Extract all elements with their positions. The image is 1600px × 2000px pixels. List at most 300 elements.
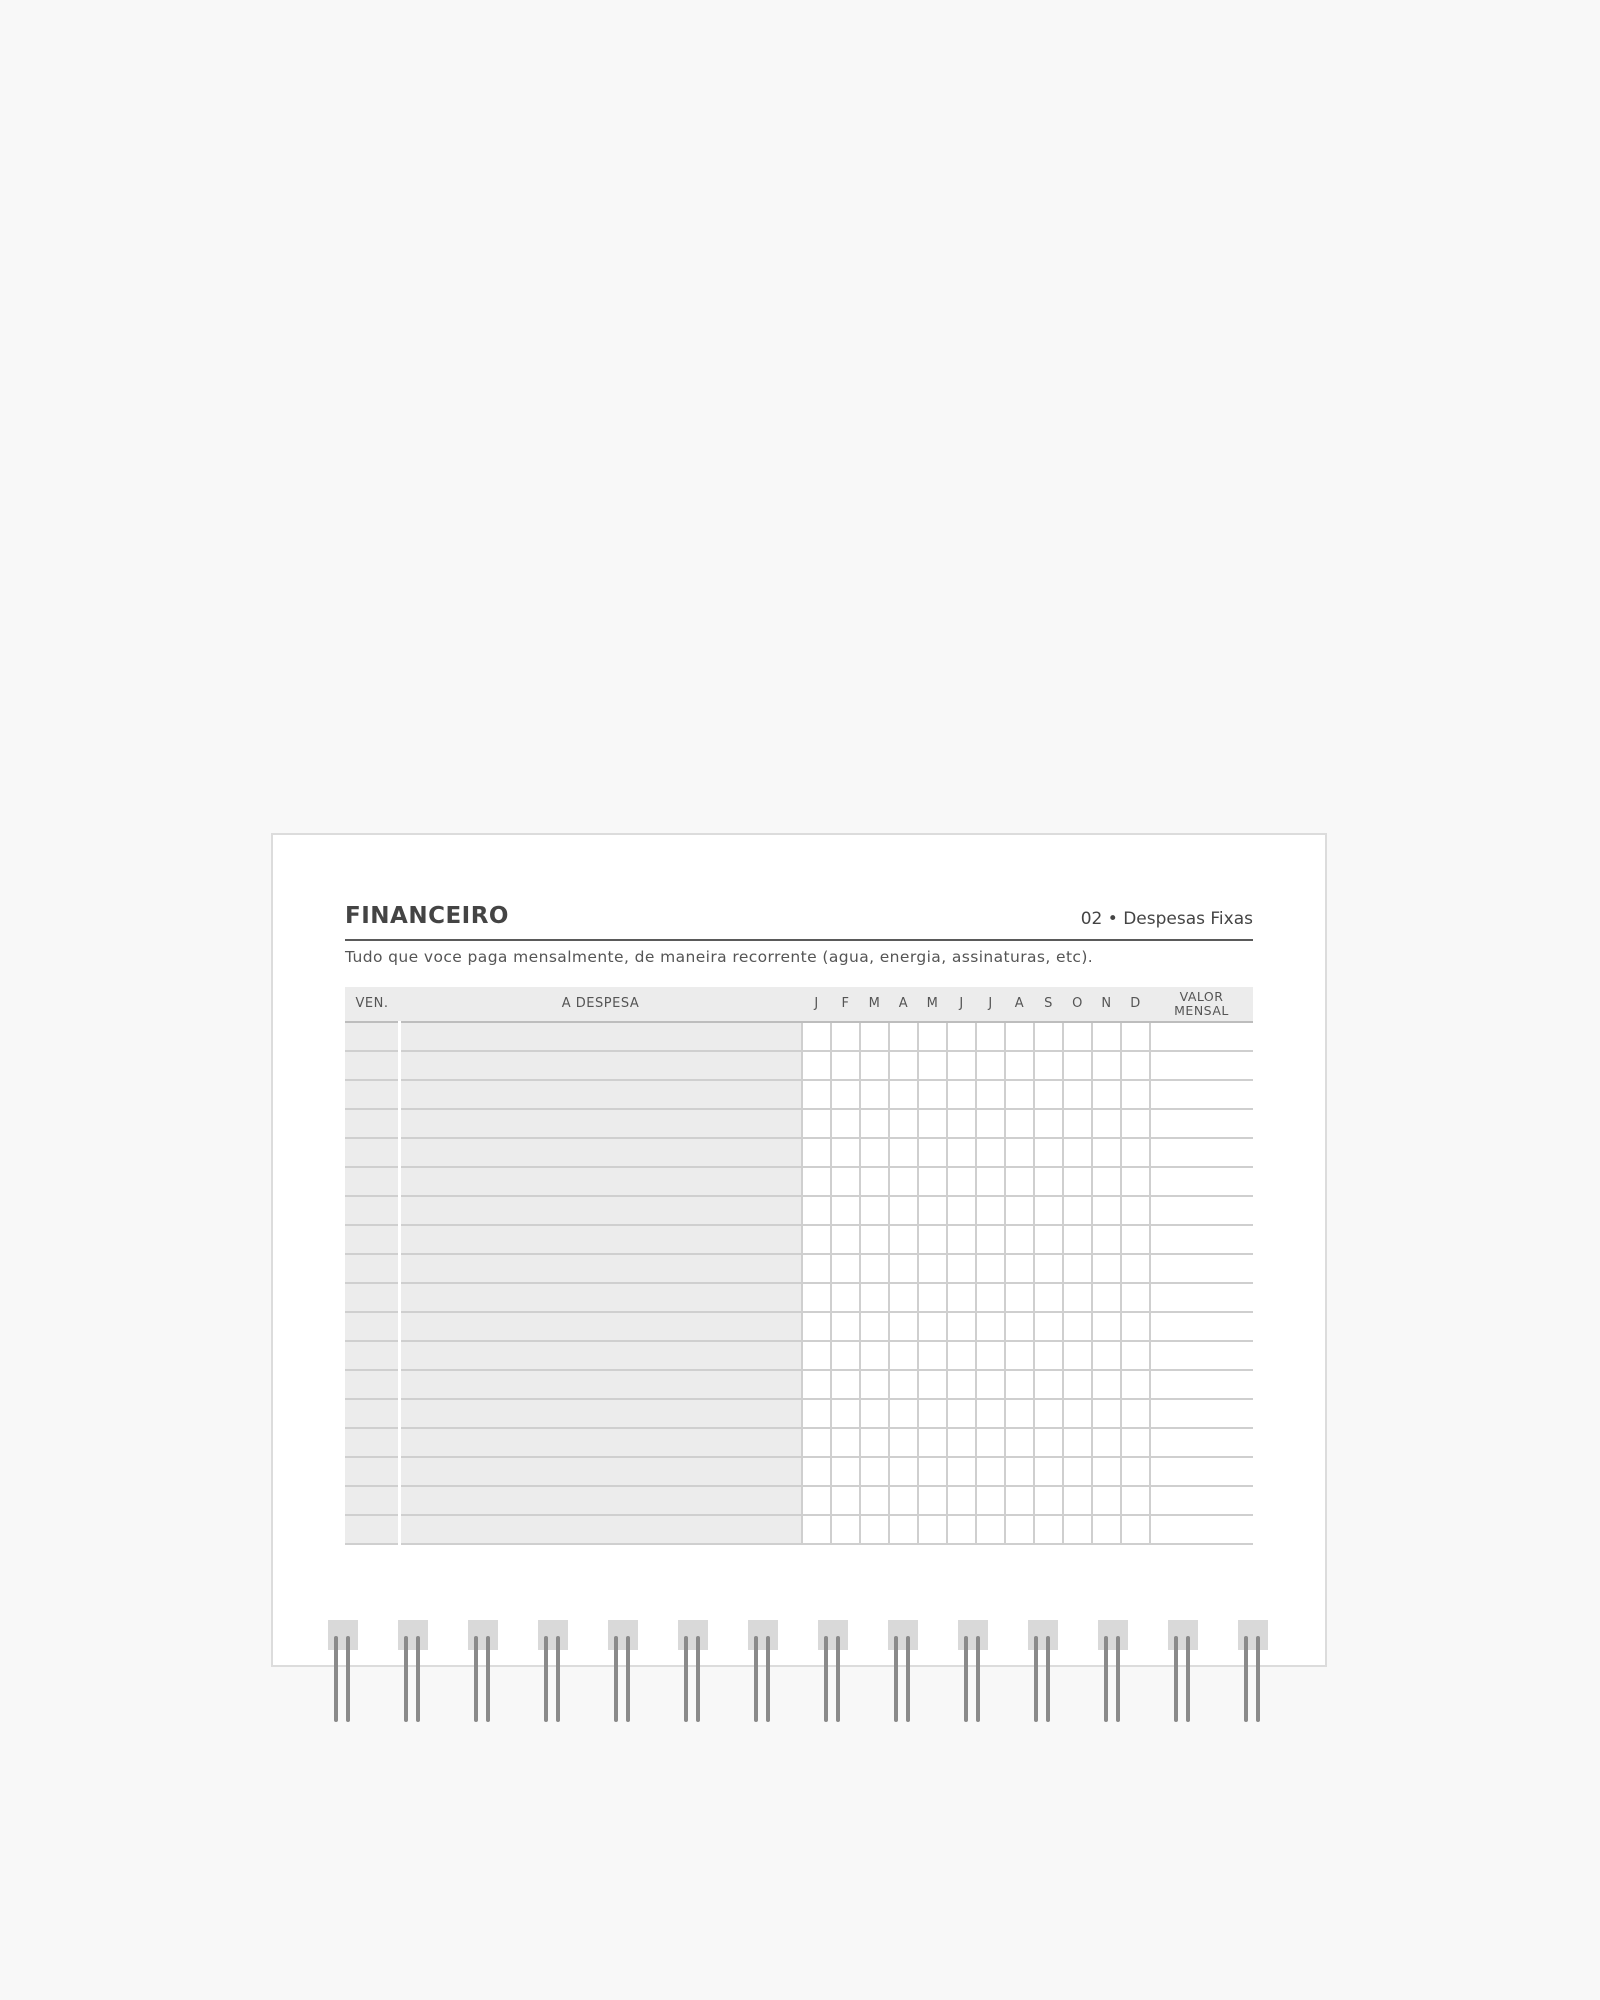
month-check-cell[interactable]	[1063, 1428, 1092, 1457]
table-row	[345, 1080, 1253, 1109]
month-check-cell[interactable]	[976, 1428, 1005, 1457]
month-check-cell[interactable]	[889, 1051, 918, 1080]
month-check-cell[interactable]	[1034, 1196, 1063, 1225]
month-check-cell[interactable]	[1092, 1370, 1121, 1399]
month-check-cell[interactable]	[802, 1022, 831, 1051]
month-check-cell[interactable]	[889, 1138, 918, 1167]
monthly-value-label-line1: VALOR	[1179, 989, 1224, 1004]
table-row	[345, 1022, 1253, 1051]
month-check-cell[interactable]	[1034, 1312, 1063, 1341]
month-check-cell[interactable]	[802, 1051, 831, 1080]
month-check-cell[interactable]	[1034, 1486, 1063, 1515]
expense-name-cell[interactable]	[399, 1051, 802, 1080]
month-check-cell[interactable]	[918, 1428, 947, 1457]
month-check-cell[interactable]	[976, 1515, 1005, 1544]
monthly-value-cell[interactable]	[1150, 1109, 1253, 1138]
due-day-cell[interactable]	[345, 1167, 399, 1196]
month-check-cell[interactable]	[1005, 1022, 1034, 1051]
month-check-cell[interactable]	[860, 1283, 889, 1312]
month-check-cell[interactable]	[802, 1399, 831, 1428]
month-check-cell[interactable]	[831, 1399, 860, 1428]
month-check-cell[interactable]	[1005, 1486, 1034, 1515]
month-check-cell[interactable]	[976, 1486, 1005, 1515]
month-check-cell[interactable]	[1005, 1283, 1034, 1312]
month-check-cell[interactable]	[831, 1080, 860, 1109]
month-check-cell[interactable]	[1092, 1225, 1121, 1254]
column-header-month-5: M	[918, 987, 947, 1022]
month-check-cell[interactable]	[831, 1051, 860, 1080]
monthly-value-cell[interactable]	[1150, 1283, 1253, 1312]
month-check-cell[interactable]	[831, 1196, 860, 1225]
month-check-cell[interactable]	[1005, 1167, 1034, 1196]
column-header-due: VEN.	[345, 987, 399, 1022]
expense-name-cell[interactable]	[399, 1283, 802, 1312]
table-body	[345, 1022, 1253, 1544]
table-header-row	[345, 987, 1253, 1022]
month-check-cell[interactable]	[976, 1370, 1005, 1399]
month-check-cell[interactable]	[1121, 1486, 1150, 1515]
due-day-cell[interactable]	[345, 1254, 399, 1283]
month-check-cell[interactable]	[976, 1312, 1005, 1341]
month-check-cell[interactable]	[831, 1515, 860, 1544]
month-check-cell[interactable]	[1005, 1080, 1034, 1109]
month-check-cell[interactable]	[947, 1022, 976, 1051]
month-check-cell[interactable]	[831, 1167, 860, 1196]
month-check-cell[interactable]	[1005, 1370, 1034, 1399]
monthly-value-cell[interactable]	[1150, 1080, 1253, 1109]
month-check-cell[interactable]	[860, 1051, 889, 1080]
month-check-cell[interactable]	[889, 1196, 918, 1225]
month-check-cell[interactable]	[831, 1486, 860, 1515]
month-check-cell[interactable]	[889, 1080, 918, 1109]
month-check-cell[interactable]	[976, 1022, 1005, 1051]
month-check-cell[interactable]	[947, 1283, 976, 1312]
month-check-cell[interactable]	[918, 1341, 947, 1370]
month-check-cell[interactable]	[1034, 1022, 1063, 1051]
month-check-cell[interactable]	[831, 1254, 860, 1283]
month-check-cell[interactable]	[1005, 1428, 1034, 1457]
month-check-cell[interactable]	[802, 1428, 831, 1457]
month-check-cell[interactable]	[976, 1341, 1005, 1370]
due-day-cell[interactable]	[345, 1080, 399, 1109]
month-check-cell[interactable]	[1092, 1022, 1121, 1051]
expense-name-cell[interactable]	[399, 1515, 802, 1544]
month-check-cell[interactable]	[1005, 1225, 1034, 1254]
due-day-cell[interactable]	[345, 1399, 399, 1428]
due-day-cell[interactable]	[345, 1196, 399, 1225]
month-check-cell[interactable]	[1121, 1254, 1150, 1283]
month-check-cell[interactable]	[802, 1283, 831, 1312]
month-check-cell[interactable]	[889, 1283, 918, 1312]
month-check-cell[interactable]	[860, 1370, 889, 1399]
month-check-cell[interactable]	[947, 1080, 976, 1109]
month-check-cell[interactable]	[918, 1138, 947, 1167]
due-day-cell[interactable]	[345, 1341, 399, 1370]
month-check-cell[interactable]	[918, 1370, 947, 1399]
month-check-cell[interactable]	[1092, 1109, 1121, 1138]
column-header-expense: A DESPESA	[399, 987, 802, 1022]
month-check-cell[interactable]	[802, 1370, 831, 1399]
month-check-cell[interactable]	[1034, 1283, 1063, 1312]
month-check-cell[interactable]	[1034, 1457, 1063, 1486]
month-check-cell[interactable]	[1034, 1225, 1063, 1254]
month-check-cell[interactable]	[947, 1515, 976, 1544]
month-check-cell[interactable]	[831, 1022, 860, 1051]
due-day-cell[interactable]	[345, 1457, 399, 1486]
expense-name-cell[interactable]	[399, 1428, 802, 1457]
monthly-value-cell[interactable]	[1150, 1312, 1253, 1341]
monthly-value-cell[interactable]	[1150, 1515, 1253, 1544]
monthly-value-cell[interactable]	[1150, 1399, 1253, 1428]
table-row	[345, 1254, 1253, 1283]
monthly-value-cell[interactable]	[1150, 1138, 1253, 1167]
month-check-cell[interactable]	[918, 1254, 947, 1283]
month-check-cell[interactable]	[947, 1341, 976, 1370]
month-check-cell[interactable]	[860, 1486, 889, 1515]
month-check-cell[interactable]	[1005, 1254, 1034, 1283]
table-row	[345, 1312, 1253, 1341]
month-check-cell[interactable]	[918, 1022, 947, 1051]
month-check-cell[interactable]	[918, 1515, 947, 1544]
column-header-month-9: S	[1034, 987, 1063, 1022]
due-day-cell[interactable]	[345, 1312, 399, 1341]
expense-name-cell[interactable]	[399, 1341, 802, 1370]
month-check-cell[interactable]	[918, 1109, 947, 1138]
month-check-cell[interactable]	[889, 1312, 918, 1341]
month-check-cell[interactable]	[1121, 1138, 1150, 1167]
month-check-cell[interactable]	[1092, 1312, 1121, 1341]
month-check-cell[interactable]	[889, 1428, 918, 1457]
month-check-cell[interactable]	[860, 1428, 889, 1457]
month-check-cell[interactable]	[1092, 1138, 1121, 1167]
table-row	[345, 1167, 1253, 1196]
month-check-cell[interactable]	[1034, 1080, 1063, 1109]
month-check-cell[interactable]	[831, 1109, 860, 1138]
column-header-month-10: O	[1063, 987, 1092, 1022]
month-check-cell[interactable]	[889, 1254, 918, 1283]
month-check-cell[interactable]	[1092, 1080, 1121, 1109]
due-day-cell[interactable]	[345, 1283, 399, 1312]
table-row	[345, 1138, 1253, 1167]
month-check-cell[interactable]	[889, 1515, 918, 1544]
expense-name-cell[interactable]	[399, 1109, 802, 1138]
month-check-cell[interactable]	[918, 1457, 947, 1486]
expense-name-cell[interactable]	[399, 1167, 802, 1196]
page-title: FINANCEIRO	[345, 903, 509, 929]
month-check-cell[interactable]	[976, 1457, 1005, 1486]
month-check-cell[interactable]	[1092, 1051, 1121, 1080]
month-check-cell[interactable]	[918, 1196, 947, 1225]
month-check-cell[interactable]	[1063, 1196, 1092, 1225]
month-check-cell[interactable]	[1121, 1399, 1150, 1428]
month-check-cell[interactable]	[802, 1254, 831, 1283]
month-check-cell[interactable]	[976, 1225, 1005, 1254]
month-check-cell[interactable]	[1121, 1051, 1150, 1080]
month-check-cell[interactable]	[1121, 1225, 1150, 1254]
due-day-cell[interactable]	[345, 1022, 399, 1051]
month-check-cell[interactable]	[860, 1167, 889, 1196]
month-check-cell[interactable]	[1034, 1051, 1063, 1080]
table-row	[345, 1341, 1253, 1370]
month-check-cell[interactable]	[947, 1109, 976, 1138]
month-check-cell[interactable]	[1005, 1515, 1034, 1544]
month-check-cell[interactable]	[976, 1080, 1005, 1109]
month-check-cell[interactable]	[1005, 1399, 1034, 1428]
due-day-cell[interactable]	[345, 1109, 399, 1138]
monthly-value-cell[interactable]	[1150, 1225, 1253, 1254]
month-check-cell[interactable]	[889, 1399, 918, 1428]
month-check-cell[interactable]	[1063, 1370, 1092, 1399]
month-check-cell[interactable]	[1063, 1399, 1092, 1428]
monthly-value-cell[interactable]	[1150, 1196, 1253, 1225]
month-check-cell[interactable]	[947, 1196, 976, 1225]
month-check-cell[interactable]	[1034, 1428, 1063, 1457]
month-check-cell[interactable]	[1063, 1254, 1092, 1283]
month-check-cell[interactable]	[1005, 1312, 1034, 1341]
due-day-cell[interactable]	[345, 1370, 399, 1399]
month-check-cell[interactable]	[860, 1196, 889, 1225]
month-check-cell[interactable]	[947, 1312, 976, 1341]
month-check-cell[interactable]	[1092, 1196, 1121, 1225]
month-check-cell[interactable]	[1034, 1138, 1063, 1167]
monthly-value-cell[interactable]	[1150, 1457, 1253, 1486]
month-check-cell[interactable]	[1092, 1167, 1121, 1196]
table-row	[345, 1486, 1253, 1515]
month-check-cell[interactable]	[947, 1428, 976, 1457]
month-check-cell[interactable]	[1092, 1486, 1121, 1515]
month-check-cell[interactable]	[860, 1457, 889, 1486]
month-check-cell[interactable]	[1092, 1399, 1121, 1428]
expense-name-cell[interactable]	[399, 1138, 802, 1167]
month-check-cell[interactable]	[976, 1138, 1005, 1167]
monthly-value-cell[interactable]	[1150, 1370, 1253, 1399]
month-check-cell[interactable]	[1092, 1515, 1121, 1544]
month-check-cell[interactable]	[1034, 1399, 1063, 1428]
month-check-cell[interactable]	[1034, 1109, 1063, 1138]
column-header-month-4: A	[889, 987, 918, 1022]
month-check-cell[interactable]	[860, 1022, 889, 1051]
month-check-cell[interactable]	[1005, 1109, 1034, 1138]
month-check-cell[interactable]	[1092, 1341, 1121, 1370]
month-check-cell[interactable]	[802, 1341, 831, 1370]
month-check-cell[interactable]	[860, 1109, 889, 1138]
column-header-monthly-value	[1150, 987, 1253, 1022]
monthly-value-cell[interactable]	[1150, 1022, 1253, 1051]
month-check-cell[interactable]	[860, 1138, 889, 1167]
month-check-cell[interactable]	[889, 1109, 918, 1138]
month-check-cell[interactable]	[1092, 1283, 1121, 1312]
month-check-cell[interactable]	[802, 1167, 831, 1196]
month-check-cell[interactable]	[947, 1370, 976, 1399]
month-check-cell[interactable]	[1063, 1283, 1092, 1312]
month-check-cell[interactable]	[947, 1486, 976, 1515]
due-day-cell[interactable]	[345, 1051, 399, 1080]
month-check-cell[interactable]	[1063, 1109, 1092, 1138]
month-check-cell[interactable]	[831, 1225, 860, 1254]
expense-name-cell[interactable]	[399, 1022, 802, 1051]
month-check-cell[interactable]	[889, 1341, 918, 1370]
month-check-cell[interactable]	[918, 1051, 947, 1080]
page-subtitle: Tudo que voce paga mensalmente, de maneira recorrente (agua, energia, assinaturas, etc).	[345, 948, 1094, 966]
fixed-expenses-table	[345, 987, 1253, 1545]
month-check-cell[interactable]	[1063, 1312, 1092, 1341]
monthly-value-cell[interactable]	[1150, 1428, 1253, 1457]
monthly-value-cell[interactable]	[1150, 1167, 1253, 1196]
month-check-cell[interactable]	[918, 1080, 947, 1109]
month-check-cell[interactable]	[1063, 1167, 1092, 1196]
expense-name-cell[interactable]	[399, 1457, 802, 1486]
month-check-cell[interactable]	[976, 1399, 1005, 1428]
month-check-cell[interactable]	[1121, 1370, 1150, 1399]
month-check-cell[interactable]	[1121, 1515, 1150, 1544]
month-check-cell[interactable]	[1005, 1457, 1034, 1486]
month-check-cell[interactable]	[1063, 1486, 1092, 1515]
month-check-cell[interactable]	[889, 1022, 918, 1051]
month-check-cell[interactable]	[1063, 1341, 1092, 1370]
month-check-cell[interactable]	[889, 1225, 918, 1254]
month-check-cell[interactable]	[947, 1254, 976, 1283]
month-check-cell[interactable]	[1121, 1196, 1150, 1225]
month-check-cell[interactable]	[860, 1225, 889, 1254]
expense-name-cell[interactable]	[399, 1312, 802, 1341]
month-check-cell[interactable]	[1034, 1341, 1063, 1370]
expense-name-cell[interactable]	[399, 1370, 802, 1399]
month-check-cell[interactable]	[1063, 1022, 1092, 1051]
month-check-cell[interactable]	[802, 1196, 831, 1225]
month-check-cell[interactable]	[831, 1312, 860, 1341]
month-check-cell[interactable]	[976, 1196, 1005, 1225]
month-check-cell[interactable]	[1063, 1515, 1092, 1544]
monthly-value-cell[interactable]	[1150, 1341, 1253, 1370]
month-check-cell[interactable]	[889, 1370, 918, 1399]
table-row	[345, 1428, 1253, 1457]
month-check-cell[interactable]	[831, 1370, 860, 1399]
due-day-cell[interactable]	[345, 1225, 399, 1254]
month-check-cell[interactable]	[947, 1399, 976, 1428]
month-check-cell[interactable]	[1005, 1196, 1034, 1225]
month-check-cell[interactable]	[1121, 1312, 1150, 1341]
sheet-header	[345, 903, 1253, 941]
month-check-cell[interactable]	[802, 1515, 831, 1544]
month-check-cell[interactable]	[1121, 1109, 1150, 1138]
month-check-cell[interactable]	[831, 1428, 860, 1457]
due-day-cell[interactable]	[345, 1428, 399, 1457]
month-check-cell[interactable]	[1121, 1457, 1150, 1486]
month-check-cell[interactable]	[860, 1399, 889, 1428]
expense-name-cell[interactable]	[399, 1080, 802, 1109]
expense-name-cell[interactable]	[399, 1196, 802, 1225]
due-day-cell[interactable]	[345, 1138, 399, 1167]
month-check-cell[interactable]	[889, 1486, 918, 1515]
month-check-cell[interactable]	[976, 1109, 1005, 1138]
month-check-cell[interactable]	[1005, 1138, 1034, 1167]
month-check-cell[interactable]	[1121, 1428, 1150, 1457]
month-check-cell[interactable]	[802, 1080, 831, 1109]
month-check-cell[interactable]	[976, 1254, 1005, 1283]
monthly-value-cell[interactable]	[1150, 1051, 1253, 1080]
month-check-cell[interactable]	[1121, 1022, 1150, 1051]
month-check-cell[interactable]	[947, 1457, 976, 1486]
expense-name-cell[interactable]	[399, 1254, 802, 1283]
expense-name-cell[interactable]	[399, 1399, 802, 1428]
month-check-cell[interactable]	[1092, 1254, 1121, 1283]
month-check-cell[interactable]	[860, 1312, 889, 1341]
expense-name-cell[interactable]	[399, 1225, 802, 1254]
month-check-cell[interactable]	[1092, 1457, 1121, 1486]
month-check-cell[interactable]	[802, 1225, 831, 1254]
month-check-cell[interactable]	[1034, 1254, 1063, 1283]
column-header-month-1: J	[802, 987, 831, 1022]
month-check-cell[interactable]	[1034, 1370, 1063, 1399]
month-check-cell[interactable]	[1121, 1283, 1150, 1312]
month-check-cell[interactable]	[1092, 1428, 1121, 1457]
month-check-cell[interactable]	[1063, 1138, 1092, 1167]
month-check-cell[interactable]	[802, 1457, 831, 1486]
month-check-cell[interactable]	[831, 1283, 860, 1312]
month-check-cell[interactable]	[976, 1051, 1005, 1080]
month-check-cell[interactable]	[1121, 1080, 1150, 1109]
month-check-cell[interactable]	[947, 1138, 976, 1167]
month-check-cell[interactable]	[831, 1341, 860, 1370]
month-check-cell[interactable]	[860, 1254, 889, 1283]
month-check-cell[interactable]	[860, 1515, 889, 1544]
table-row	[345, 1370, 1253, 1399]
month-check-cell[interactable]	[860, 1080, 889, 1109]
month-check-cell[interactable]	[802, 1138, 831, 1167]
month-check-cell[interactable]	[1063, 1051, 1092, 1080]
month-check-cell[interactable]	[831, 1138, 860, 1167]
month-check-cell[interactable]	[802, 1109, 831, 1138]
month-check-cell[interactable]	[918, 1486, 947, 1515]
month-check-cell[interactable]	[1063, 1225, 1092, 1254]
month-check-cell[interactable]	[976, 1167, 1005, 1196]
section-label: 02 • Despesas Fixas	[1080, 909, 1253, 929]
month-check-cell[interactable]	[947, 1225, 976, 1254]
column-header-month-8: A	[1005, 987, 1034, 1022]
monthly-value-label-line2: MENSAL	[1174, 1003, 1229, 1018]
month-check-cell[interactable]	[918, 1283, 947, 1312]
monthly-value-cell[interactable]	[1150, 1254, 1253, 1283]
month-check-cell[interactable]	[889, 1167, 918, 1196]
month-check-cell[interactable]	[1121, 1167, 1150, 1196]
expense-name-cell[interactable]	[399, 1486, 802, 1515]
month-check-cell[interactable]	[1005, 1341, 1034, 1370]
month-check-cell[interactable]	[860, 1341, 889, 1370]
table-row	[345, 1225, 1253, 1254]
month-check-cell[interactable]	[918, 1225, 947, 1254]
month-check-cell[interactable]	[918, 1399, 947, 1428]
month-check-cell[interactable]	[802, 1312, 831, 1341]
month-check-cell[interactable]	[889, 1457, 918, 1486]
due-day-cell[interactable]	[345, 1486, 399, 1515]
month-check-cell[interactable]	[1063, 1080, 1092, 1109]
month-check-cell[interactable]	[918, 1167, 947, 1196]
month-check-cell[interactable]	[831, 1457, 860, 1486]
table-row	[345, 1109, 1253, 1138]
month-check-cell[interactable]	[802, 1486, 831, 1515]
monthly-value-cell[interactable]	[1150, 1486, 1253, 1515]
month-check-cell[interactable]	[1121, 1341, 1150, 1370]
month-check-cell[interactable]	[918, 1312, 947, 1341]
due-day-cell[interactable]	[345, 1515, 399, 1544]
month-check-cell[interactable]	[1034, 1167, 1063, 1196]
month-check-cell[interactable]	[1034, 1515, 1063, 1544]
month-check-cell[interactable]	[947, 1167, 976, 1196]
month-check-cell[interactable]	[1005, 1051, 1034, 1080]
month-check-cell[interactable]	[1063, 1457, 1092, 1486]
month-check-cell[interactable]	[947, 1051, 976, 1080]
month-check-cell[interactable]	[976, 1283, 1005, 1312]
